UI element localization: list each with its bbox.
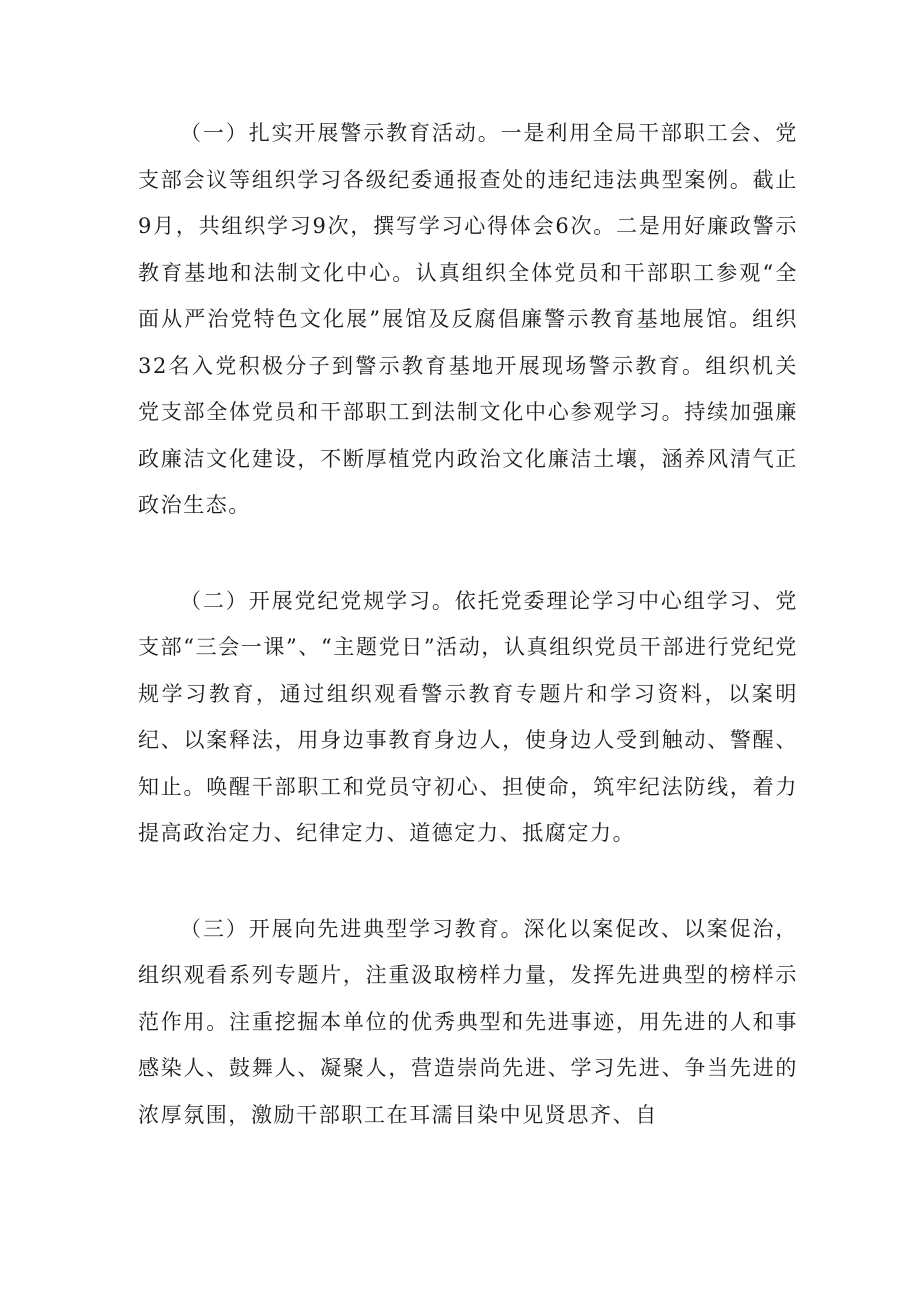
paragraph-warning-education: （一）扎实开展警示教育活动。一是利用全局干部职工会、党支部会议等组织学习各级纪委通报查处的违纪违法典型案例。截止9月，共组织学习9次，撰写学习心得体会6次。二是用好廉政警示教育基地和法制文化中心。认真组织全体党员和干部职工参观“全面从严治党特色文化展”展馆及反腐倡廉警示教育基地展馆。组织32名入党积极分子到警示教育基地开展现场警示教育。组织机关党支部全体党员和干部职工到法制文化中心参观学习。持续加强廉政廉洁文化建设，不断厚植党内政治文化廉洁土壤，涵养风清气正政治生态。 [138, 121, 798, 517]
paragraph-advanced-model-learning: （三）开展向先进典型学习教育。深化以案促改、以案促治，组织观看系列专题片，注重汲取榜样力量，发挥先进典型的榜样示范作用。注重挖掘本单位的优秀典型和先进事迹，用先进的人和事感染人、鼓舞人、凝聚人，营造崇尚先进、学习先进、争当先进的浓厚氛围，激励干部职工在耳濡目染中见贤思齐、自 [138, 916, 798, 1127]
document-body [138, 110, 798, 1138]
paragraph-party-discipline-study: （二）开展党纪党规学习。依托党委理论学习中心组学习、党支部“三会一课”、“主题党日”活动，认真组织党员干部进行党纪党规学习教育，通过组织观看警示教育专题片和学习资料，以案明纪、以案释法，用身边事教育身边人，使身边人受到触动、警醒、知止。唤醒干部职工和党员守初心、担使命，筑牢纪法防线，着力提高政治定力、纪律定力、道德定力、抵腐定力。 [138, 588, 798, 845]
